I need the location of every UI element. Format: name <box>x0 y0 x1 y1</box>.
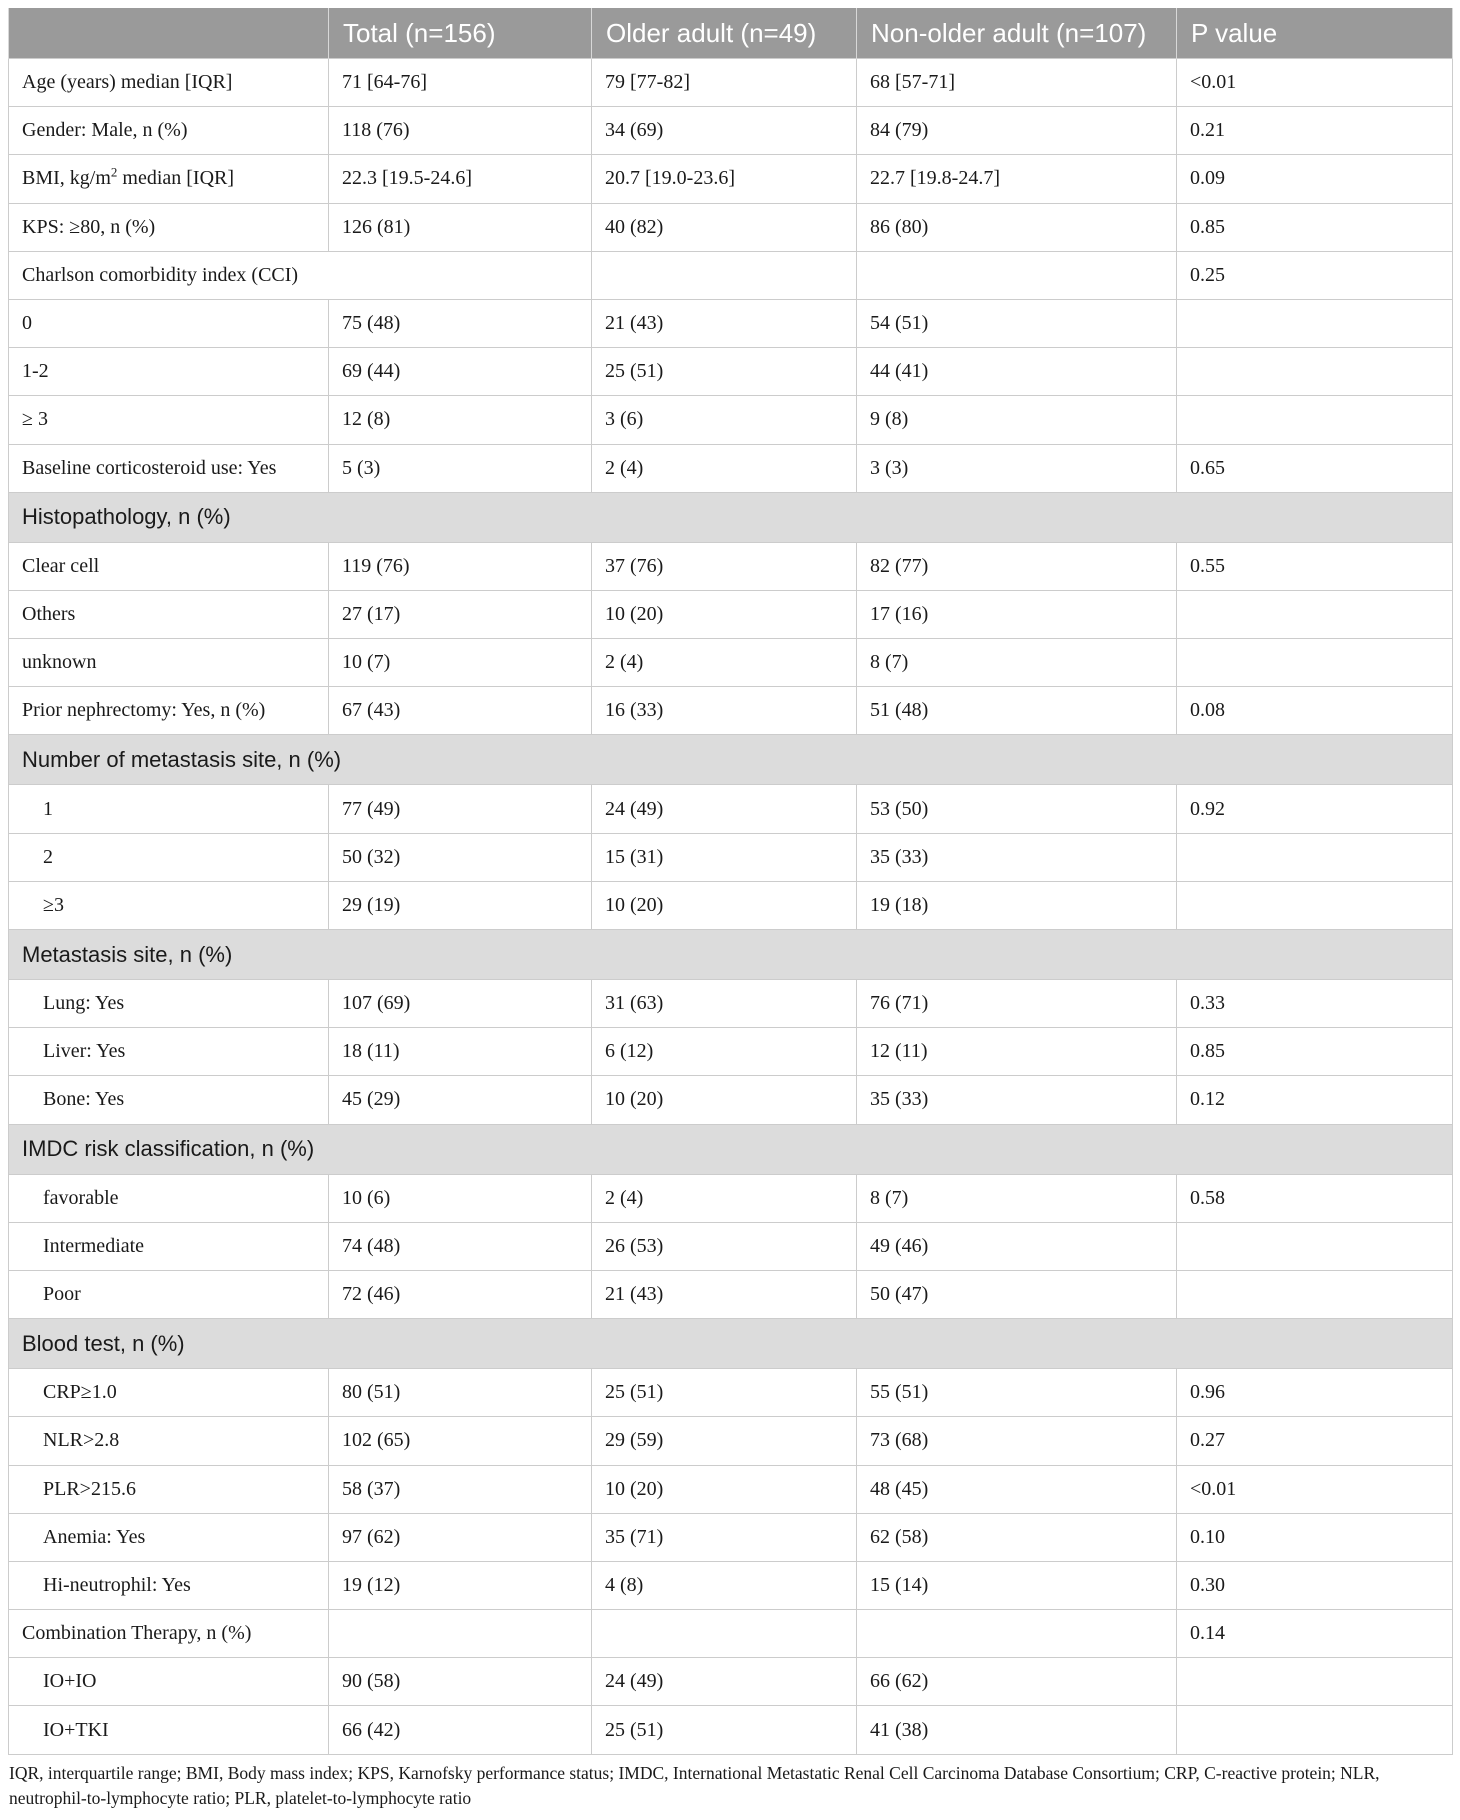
table-cell: 9 (8) <box>857 396 1177 444</box>
table-cell: 6 (12) <box>592 1028 857 1076</box>
row-label-text-after: median [IQR] <box>117 167 235 190</box>
table-cell <box>1177 1270 1453 1318</box>
table-cell: 0.25 <box>1177 251 1453 299</box>
table-cell: 62 (58) <box>857 1513 1177 1561</box>
table-cell: 34 (69) <box>592 107 857 155</box>
table-cell: 76 (71) <box>857 980 1177 1028</box>
table-cell: 55 (51) <box>857 1369 1177 1417</box>
row-label: CRP≥1.0 <box>9 1369 329 1417</box>
table-row <box>9 155 1453 203</box>
section-header-row <box>9 1124 1453 1174</box>
header-characteristic <box>9 8 329 59</box>
table-cell: 0.30 <box>1177 1561 1453 1609</box>
table-cell: 0.14 <box>1177 1610 1453 1658</box>
table-cell <box>1177 833 1453 881</box>
table-row <box>9 59 1453 107</box>
table-cell: 31 (63) <box>592 980 857 1028</box>
row-label: NLR>2.8 <box>9 1417 329 1465</box>
table-row <box>9 980 1453 1028</box>
table-cell: 66 (62) <box>857 1658 1177 1706</box>
row-label <box>9 155 329 203</box>
table-row <box>9 1561 1453 1609</box>
row-label: Clear cell <box>9 542 329 590</box>
table-cell <box>592 251 857 299</box>
table-cell: 68 [57-71] <box>857 59 1177 107</box>
table-cell: 37 (76) <box>592 542 857 590</box>
baseline-characteristics-table <box>8 8 1453 1755</box>
table-cell: 0.85 <box>1177 1028 1453 1076</box>
table-cell: 18 (11) <box>329 1028 592 1076</box>
table-cell: 21 (43) <box>592 299 857 347</box>
table-cell: 72 (46) <box>329 1270 592 1318</box>
table-cell: 48 (45) <box>857 1465 1177 1513</box>
table-cell: 82 (77) <box>857 542 1177 590</box>
table-cell: 90 (58) <box>329 1658 592 1706</box>
table-row <box>9 1513 1453 1561</box>
table-cell: 67 (43) <box>329 687 592 735</box>
table-cell: 80 (51) <box>329 1369 592 1417</box>
table-cell <box>1177 1706 1453 1754</box>
table-cell: 49 (46) <box>857 1222 1177 1270</box>
row-label: ≥ 3 <box>9 396 329 444</box>
table-row <box>9 639 1453 687</box>
table-cell: <0.01 <box>1177 59 1453 107</box>
table-row <box>9 348 1453 396</box>
table-cell: 0.33 <box>1177 980 1453 1028</box>
row-label-text: BMI, kg/m <box>22 167 111 190</box>
table-cell: 15 (14) <box>857 1561 1177 1609</box>
row-label: 1-2 <box>9 348 329 396</box>
table-row <box>9 107 1453 155</box>
table-cell: 73 (68) <box>857 1417 1177 1465</box>
table-row <box>9 1174 1453 1222</box>
row-label: Hi-neutrophil: Yes <box>9 1561 329 1609</box>
section-header-row <box>9 930 1453 980</box>
table-row <box>9 1028 1453 1076</box>
table-row <box>9 251 1453 299</box>
table-cell: 10 (7) <box>329 639 592 687</box>
table-container <box>8 8 1452 1811</box>
section-header-row <box>9 492 1453 542</box>
row-label: Liver: Yes <box>9 1028 329 1076</box>
table-cell: 35 (33) <box>857 833 1177 881</box>
table-row <box>9 396 1453 444</box>
header-older-adult: Older adult (n=49) <box>592 8 857 59</box>
table-cell: 8 (7) <box>857 639 1177 687</box>
table-cell: 102 (65) <box>329 1417 592 1465</box>
table-cell: 51 (48) <box>857 687 1177 735</box>
table-cell: 22.3 [19.5-24.6] <box>329 155 592 203</box>
table-row <box>9 299 1453 347</box>
row-label: Others <box>9 590 329 638</box>
table-row <box>9 1076 1453 1124</box>
row-label: Gender: Male, n (%) <box>9 107 329 155</box>
table-cell: 54 (51) <box>857 299 1177 347</box>
section-title: IMDC risk classification, n (%) <box>9 1124 1453 1174</box>
table-cell: 79 [77-82] <box>592 59 857 107</box>
table-cell: <0.01 <box>1177 1465 1453 1513</box>
table-cell: 20.7 [19.0-23.6] <box>592 155 857 203</box>
table-cell: 0.27 <box>1177 1417 1453 1465</box>
table-cell: 50 (32) <box>329 833 592 881</box>
table-cell: 21 (43) <box>592 1270 857 1318</box>
table-cell: 58 (37) <box>329 1465 592 1513</box>
table-cell: 19 (12) <box>329 1561 592 1609</box>
table-cell: 3 (3) <box>857 444 1177 492</box>
table-row <box>9 1658 1453 1706</box>
table-cell: 2 (4) <box>592 444 857 492</box>
section-title: Metastasis site, n (%) <box>9 930 1453 980</box>
row-label: 1 <box>9 785 329 833</box>
table-cell: 10 (20) <box>592 1076 857 1124</box>
table-cell: 25 (51) <box>592 1706 857 1754</box>
section-header-row <box>9 735 1453 785</box>
table-cell: 0.21 <box>1177 107 1453 155</box>
table-cell: 44 (41) <box>857 348 1177 396</box>
table-cell: 40 (82) <box>592 203 857 251</box>
table-cell: 12 (11) <box>857 1028 1177 1076</box>
row-label: unknown <box>9 639 329 687</box>
row-label: Lung: Yes <box>9 980 329 1028</box>
table-cell: 2 (4) <box>592 639 857 687</box>
table-cell <box>1177 1658 1453 1706</box>
table-row <box>9 1610 1453 1658</box>
header-row <box>9 8 1453 59</box>
table-cell: 19 (18) <box>857 881 1177 929</box>
table-row <box>9 687 1453 735</box>
table-cell: 35 (71) <box>592 1513 857 1561</box>
table-cell: 53 (50) <box>857 785 1177 833</box>
table-cell: 35 (33) <box>857 1076 1177 1124</box>
table-cell: 25 (51) <box>592 348 857 396</box>
row-label: Age (years) median [IQR] <box>9 59 329 107</box>
table-row <box>9 1465 1453 1513</box>
table-cell: 0.09 <box>1177 155 1453 203</box>
header-p-value: P value <box>1177 8 1453 59</box>
table-row <box>9 1369 1453 1417</box>
table-cell: 17 (16) <box>857 590 1177 638</box>
row-label: PLR>215.6 <box>9 1465 329 1513</box>
section-header-row <box>9 1319 1453 1369</box>
table-row <box>9 444 1453 492</box>
table-cell: 22.7 [19.8-24.7] <box>857 155 1177 203</box>
table-cell: 0.85 <box>1177 203 1453 251</box>
section-title: Blood test, n (%) <box>9 1319 1453 1369</box>
table-cell: 119 (76) <box>329 542 592 590</box>
table-row <box>9 1222 1453 1270</box>
table-cell: 25 (51) <box>592 1369 857 1417</box>
table-cell: 10 (20) <box>592 881 857 929</box>
row-label: favorable <box>9 1174 329 1222</box>
table-cell: 10 (20) <box>592 590 857 638</box>
superscript: 2 <box>110 164 118 180</box>
table-cell: 107 (69) <box>329 980 592 1028</box>
table-cell: 86 (80) <box>857 203 1177 251</box>
table-cell: 74 (48) <box>329 1222 592 1270</box>
table-cell: 3 (6) <box>592 396 857 444</box>
row-label: Anemia: Yes <box>9 1513 329 1561</box>
row-label: IO+TKI <box>9 1706 329 1754</box>
table-cell: 29 (19) <box>329 881 592 929</box>
table-cell <box>1177 639 1453 687</box>
table-cell <box>857 251 1177 299</box>
table-cell: 77 (49) <box>329 785 592 833</box>
row-label: ≥3 <box>9 881 329 929</box>
table-cell: 41 (38) <box>857 1706 1177 1754</box>
table-cell <box>592 1610 857 1658</box>
table-row <box>9 1417 1453 1465</box>
table-cell: 27 (17) <box>329 590 592 638</box>
table-cell: 0.08 <box>1177 687 1453 735</box>
table-cell: 0.92 <box>1177 785 1453 833</box>
table-cell: 15 (31) <box>592 833 857 881</box>
table-row <box>9 833 1453 881</box>
section-title: Histopathology, n (%) <box>9 492 1453 542</box>
table-cell <box>1177 590 1453 638</box>
table-cell: 97 (62) <box>329 1513 592 1561</box>
table-cell: 84 (79) <box>857 107 1177 155</box>
row-label: IO+IO <box>9 1658 329 1706</box>
table-cell: 0.10 <box>1177 1513 1453 1561</box>
table-cell: 0.96 <box>1177 1369 1453 1417</box>
row-label: Bone: Yes <box>9 1076 329 1124</box>
table-cell: 75 (48) <box>329 299 592 347</box>
row-label: 0 <box>9 299 329 347</box>
table-cell <box>857 1610 1177 1658</box>
table-cell: 0.12 <box>1177 1076 1453 1124</box>
table-cell: 10 (6) <box>329 1174 592 1222</box>
table-cell: 66 (42) <box>329 1706 592 1754</box>
table-cell: 126 (81) <box>329 203 592 251</box>
table-row <box>9 542 1453 590</box>
table-cell: 71 [64-76] <box>329 59 592 107</box>
table-cell <box>1177 1222 1453 1270</box>
table-row <box>9 1706 1453 1754</box>
row-label: Poor <box>9 1270 329 1318</box>
table-cell: 0.58 <box>1177 1174 1453 1222</box>
table-cell: 8 (7) <box>857 1174 1177 1222</box>
table-cell: 29 (59) <box>592 1417 857 1465</box>
row-label: Prior nephrectomy: Yes, n (%) <box>9 687 329 735</box>
section-title: Number of metastasis site, n (%) <box>9 735 1453 785</box>
table-footnote: IQR, interquartile range; BMI, Body mass index; KPS, Karnofsky performance status; IMDC, International Metastatic Renal Cell Carcinoma Database Consortium; CRP, C-reactive protein; NLR, neutrophil-to-lymphocyte ratio; PLR, platelet-to-lymphocyte ratio <box>9 1762 1380 1808</box>
table-cell: 16 (33) <box>592 687 857 735</box>
table-cell: 45 (29) <box>329 1076 592 1124</box>
table-cell <box>1177 881 1453 929</box>
header-non-older-adult: Non-older adult (n=107) <box>857 8 1177 59</box>
table-row <box>9 590 1453 638</box>
table-cell: 24 (49) <box>592 1658 857 1706</box>
table-cell: 10 (20) <box>592 1465 857 1513</box>
header-total: Total (n=156) <box>329 8 592 59</box>
table-cell: 4 (8) <box>592 1561 857 1609</box>
row-label: 2 <box>9 833 329 881</box>
table-cell: 0.65 <box>1177 444 1453 492</box>
table-row <box>9 785 1453 833</box>
table-cell: 2 (4) <box>592 1174 857 1222</box>
row-label: Charlson comorbidity index (CCI) <box>9 251 592 299</box>
table-cell <box>1177 396 1453 444</box>
table-cell: 5 (3) <box>329 444 592 492</box>
table-cell <box>329 1610 592 1658</box>
table-row <box>9 1270 1453 1318</box>
table-cell: 0.55 <box>1177 542 1453 590</box>
table-row <box>9 881 1453 929</box>
table-cell: 69 (44) <box>329 348 592 396</box>
table-cell <box>1177 348 1453 396</box>
table-cell: 118 (76) <box>329 107 592 155</box>
table-cell: 24 (49) <box>592 785 857 833</box>
row-label: KPS: ≥80, n (%) <box>9 203 329 251</box>
row-label: Baseline corticosteroid use: Yes <box>9 444 329 492</box>
table-row <box>9 203 1453 251</box>
table-cell: 50 (47) <box>857 1270 1177 1318</box>
row-label: Intermediate <box>9 1222 329 1270</box>
table-cell: 12 (8) <box>329 396 592 444</box>
row-label: Combination Therapy, n (%) <box>9 1610 329 1658</box>
table-cell <box>1177 299 1453 347</box>
table-cell: 26 (53) <box>592 1222 857 1270</box>
